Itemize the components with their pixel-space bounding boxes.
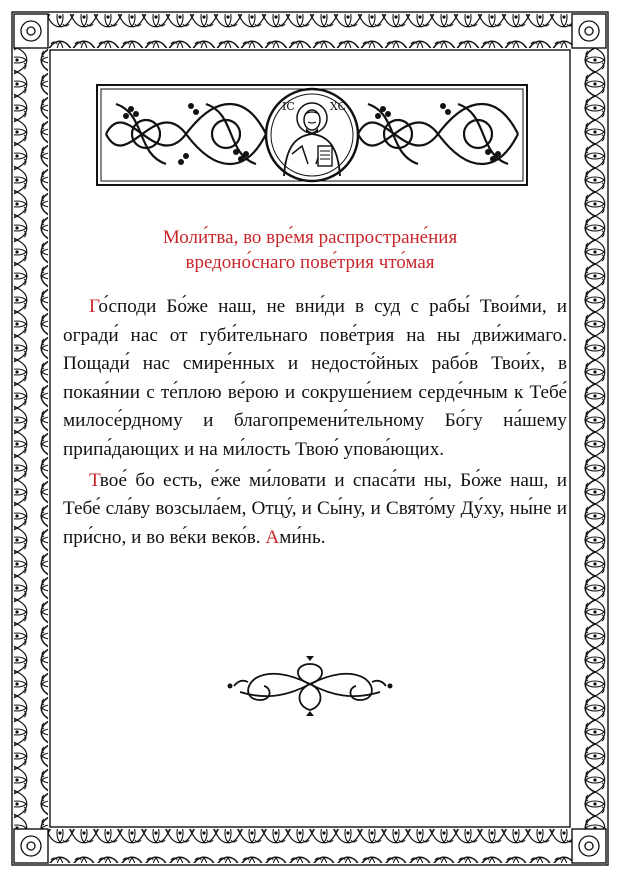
title-line-2: вредоно́снаго пове́трия что́мая — [185, 252, 435, 273]
drop-initial: Т — [89, 469, 100, 491]
amen-initial: А — [265, 526, 280, 548]
paragraph-text: о́споди Бо́же наш, не вни́ди в суд с рабы́ Твои́ми, и огради́ нас от губи́тельнаго пове́трия на ны дви́жимаго. Пощади́ нас смире́нных и недосто́йных рабо́в Твои́х, в покая́нии с те́плою ве́рою и сокруше́нием серде́чным к Тебе́ милосе́рдному и благопремени́тельному Бо́гу на́шему припа́дающих и на ми́лость Твою́ упова́ющих. — [63, 296, 567, 460]
knot-ornament-icon — [226, 656, 394, 716]
prayer-title — [60, 225, 560, 275]
drop-initial: Г — [89, 296, 99, 317]
prayer-body — [63, 293, 567, 552]
svg-text:IC: IC — [282, 100, 295, 113]
amen-text: ми́нь. — [279, 526, 326, 548]
paragraph-text: вое́ бо есть, е́же ми́ловати и спаса́ти ны, Бо́же наш, и Тебе́ сла́ву возсыла́ем, Отцу́, и Сы́ну, и Свято́му Ду́ху, ны́не и при́сно, и во ве́ки веко́в. — [63, 469, 567, 548]
christ-icon-medallion — [96, 84, 528, 186]
paragraph-1 — [63, 293, 567, 465]
paragraph-2 — [63, 467, 567, 553]
svg-text:XC: XC — [330, 100, 347, 113]
title-line-1: Моли́тва, во вре́мя распростране́ния — [162, 227, 458, 248]
